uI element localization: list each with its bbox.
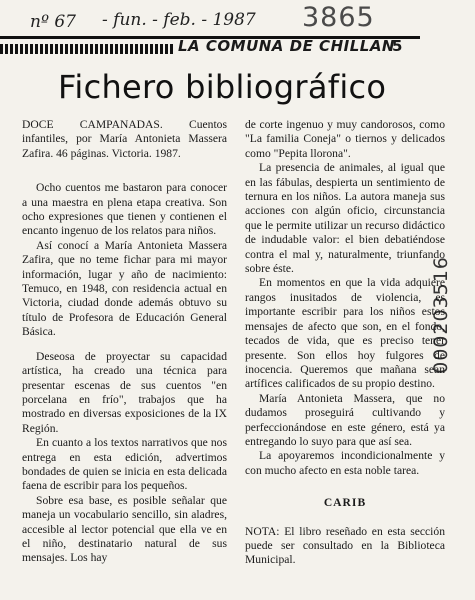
- page-number: 5: [392, 37, 403, 55]
- handwritten-date: - fun. - feb. - 1987: [102, 10, 256, 30]
- paragraph: En momentos en que la vida adquiere rangos inusitados de violencia, es importante escribir para los niños estos mensajes de afecto que son, en el fondo, tecados de vida, que es preciso tener presente. Son ellos hoy fulgores de inocencia. Queremos que mañana sean artífices calificados de su propio destino.: [245, 276, 445, 391]
- paragraph: María Antonieta Massera, que no dudamos proseguirá cultivando y perfeccionándose en este género, está ya entregando lo suyo para que así sea.: [245, 391, 445, 448]
- article-column-left: [22, 118, 227, 566]
- paragraph: En cuanto a los textos narrativos que nos entrega en esta edición, advertimos bondades de quien se inicia en esta delicada faena de escribir para los pequeños.: [22, 436, 227, 493]
- article-column-right: [245, 118, 445, 568]
- newspaper-name: LA COMUNA DE CHILLAN: [178, 37, 395, 55]
- paragraph: Deseosa de proyectar su capacidad artística, ha creado una técnica para presentar escenas de sus cuentos "en porcelana en frío", trabajos que ha mostrado en diversas exposiciones de la IX Región.: [22, 349, 227, 435]
- library-note: NOTA: El libro reseñado en esta sección puede ser consultado en la Biblioteca Municipal.: [245, 524, 445, 567]
- book-citation: DOCE CAMPANADAS. Cuentos infantiles, por María Antonieta Massera Zafira. 46 páginas. Victoria. 1987.: [22, 118, 227, 160]
- paragraph: de corte ingenuo y muy candorosos, como "La familia Coneja" o tiernos y delicados como "Pepita llorona".: [245, 118, 445, 160]
- handwritten-issue-number: nº 67: [30, 12, 76, 32]
- handwritten-archive-id: 3865: [302, 2, 375, 33]
- paragraph: La apoyaremos incondicionalmente y con mucho afecto en esta noble tarea.: [245, 449, 445, 477]
- paragraph: Sobre esa base, es posible señalar que maneja un vocabulario sencillo, sin aladres, accesible al lector potencial que ella ve en el niño, destinatario natural de sus mensajes. Los hay: [22, 493, 227, 565]
- masthead-stripe: [0, 44, 175, 54]
- paragraph: Así conocí a María Antonieta Massera Zafira, que no teme fichar para mi mayor información, lugar y año de nacimiento: Temuco, en 1948, con residencia actual en Victoria, ciudad donde además obtuvo su título de Profesora de Educación General Básica.: [22, 238, 227, 339]
- newspaper-masthead: [0, 36, 420, 61]
- handwritten-catalog-code: 000203516: [430, 256, 452, 374]
- paragraph: Ocho cuentos me bastaron para conocer a una maestra en plena etapa creativa. Son ocho expresiones que tienen y contienen el encanto ingenuo de los relatos para niños.: [22, 181, 227, 238]
- author-signature: CARIB: [323, 496, 367, 510]
- paragraph: La presencia de animales, al igual que en las fábulas, despierta un sentimiento de ternura en los niños. La autora maneja sus acciones con algún oficio, circunstancia que le permite utilizar un recurso didáctico de indudable valor: el bien debatiéndose contra el mal y, naturalmente, triunfando sobre éste.: [245, 161, 445, 276]
- article-title: Fichero bibliográfico: [58, 68, 387, 106]
